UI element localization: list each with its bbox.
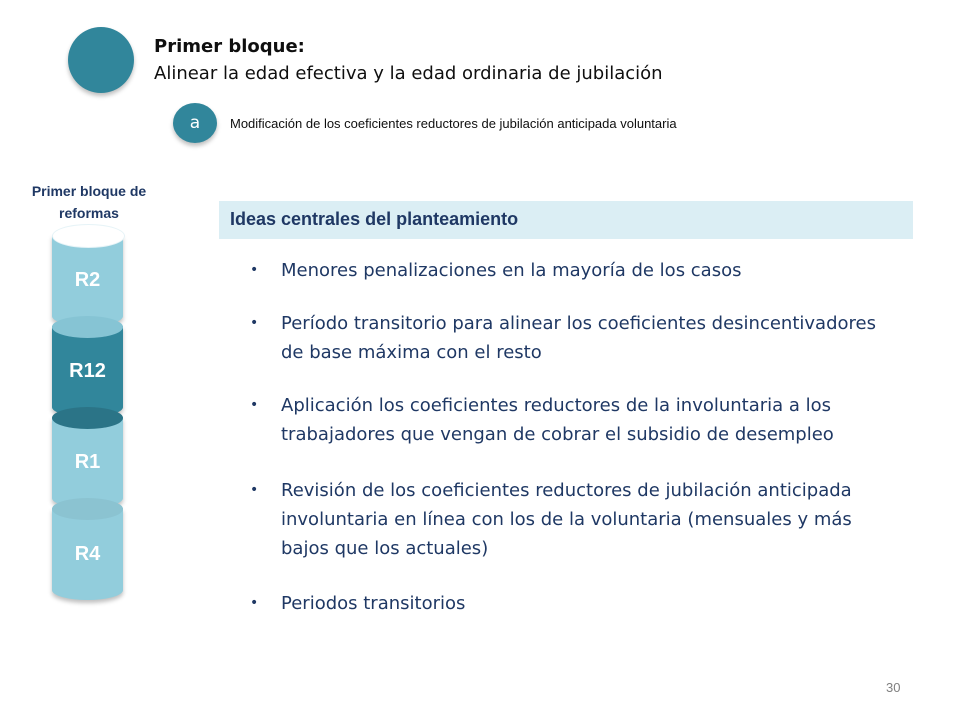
list-item <box>250 476 890 563</box>
bullet-icon: • <box>250 482 259 498</box>
page-number: 30 <box>886 680 901 695</box>
cylinder-top-shape <box>52 498 123 520</box>
section-text: Modificación de los coeficientes reductores de jubilación anticipada voluntaria <box>230 116 677 131</box>
section-marker: a <box>173 103 217 143</box>
stack-title: Primer bloque de reformas <box>31 183 147 221</box>
stack-item-label: R1 <box>74 451 101 473</box>
list-item <box>250 309 890 367</box>
stack-item-label: R4 <box>74 542 101 565</box>
bullet-icon: • <box>250 397 259 413</box>
block-circle-icon <box>68 27 134 93</box>
stack-item-r2 <box>52 235 123 326</box>
cylinder-top-shape <box>52 224 125 248</box>
block-title: Primer bloque: <box>154 36 305 57</box>
stack-item-r1 <box>52 417 123 508</box>
bullet-icon: • <box>250 595 259 611</box>
list-item <box>250 589 890 618</box>
list-item-text: Revisión de los coeficientes reductores de jubilación anticipada involuntaria en línea con los de la voluntaria (mensuales y más bajos que los actuales) <box>281 480 852 559</box>
stack-item-label: R12 <box>69 360 106 382</box>
list-item-text: Menores penalizaciones en la mayoría de los casos <box>281 260 742 281</box>
block-subtitle: Alinear la edad efectiva y la edad ordinaria de jubilación <box>154 63 663 84</box>
stack-item-r4 <box>52 508 123 600</box>
list-item-text: Período transitorio para alinear los coeficientes desincentivadores de base máxima con el resto <box>281 313 876 363</box>
list-item-text: Periodos transitorios <box>281 593 466 614</box>
bullet-icon: • <box>250 262 259 278</box>
cylinder-top-shape <box>52 407 123 429</box>
list-item-text: Aplicación los coeficientes reductores de la involuntaria a los trabajadores que vengan de cobrar el subsidio de desempleo <box>281 395 834 445</box>
ideas-header: Ideas centrales del planteamiento <box>230 209 519 229</box>
stack-item-label: R2 <box>74 269 101 291</box>
list-item <box>250 256 890 285</box>
list-item <box>250 391 890 449</box>
stack-item-r12 <box>52 326 123 417</box>
cylinder-top-shape <box>52 316 123 338</box>
bullet-icon: • <box>250 315 259 331</box>
